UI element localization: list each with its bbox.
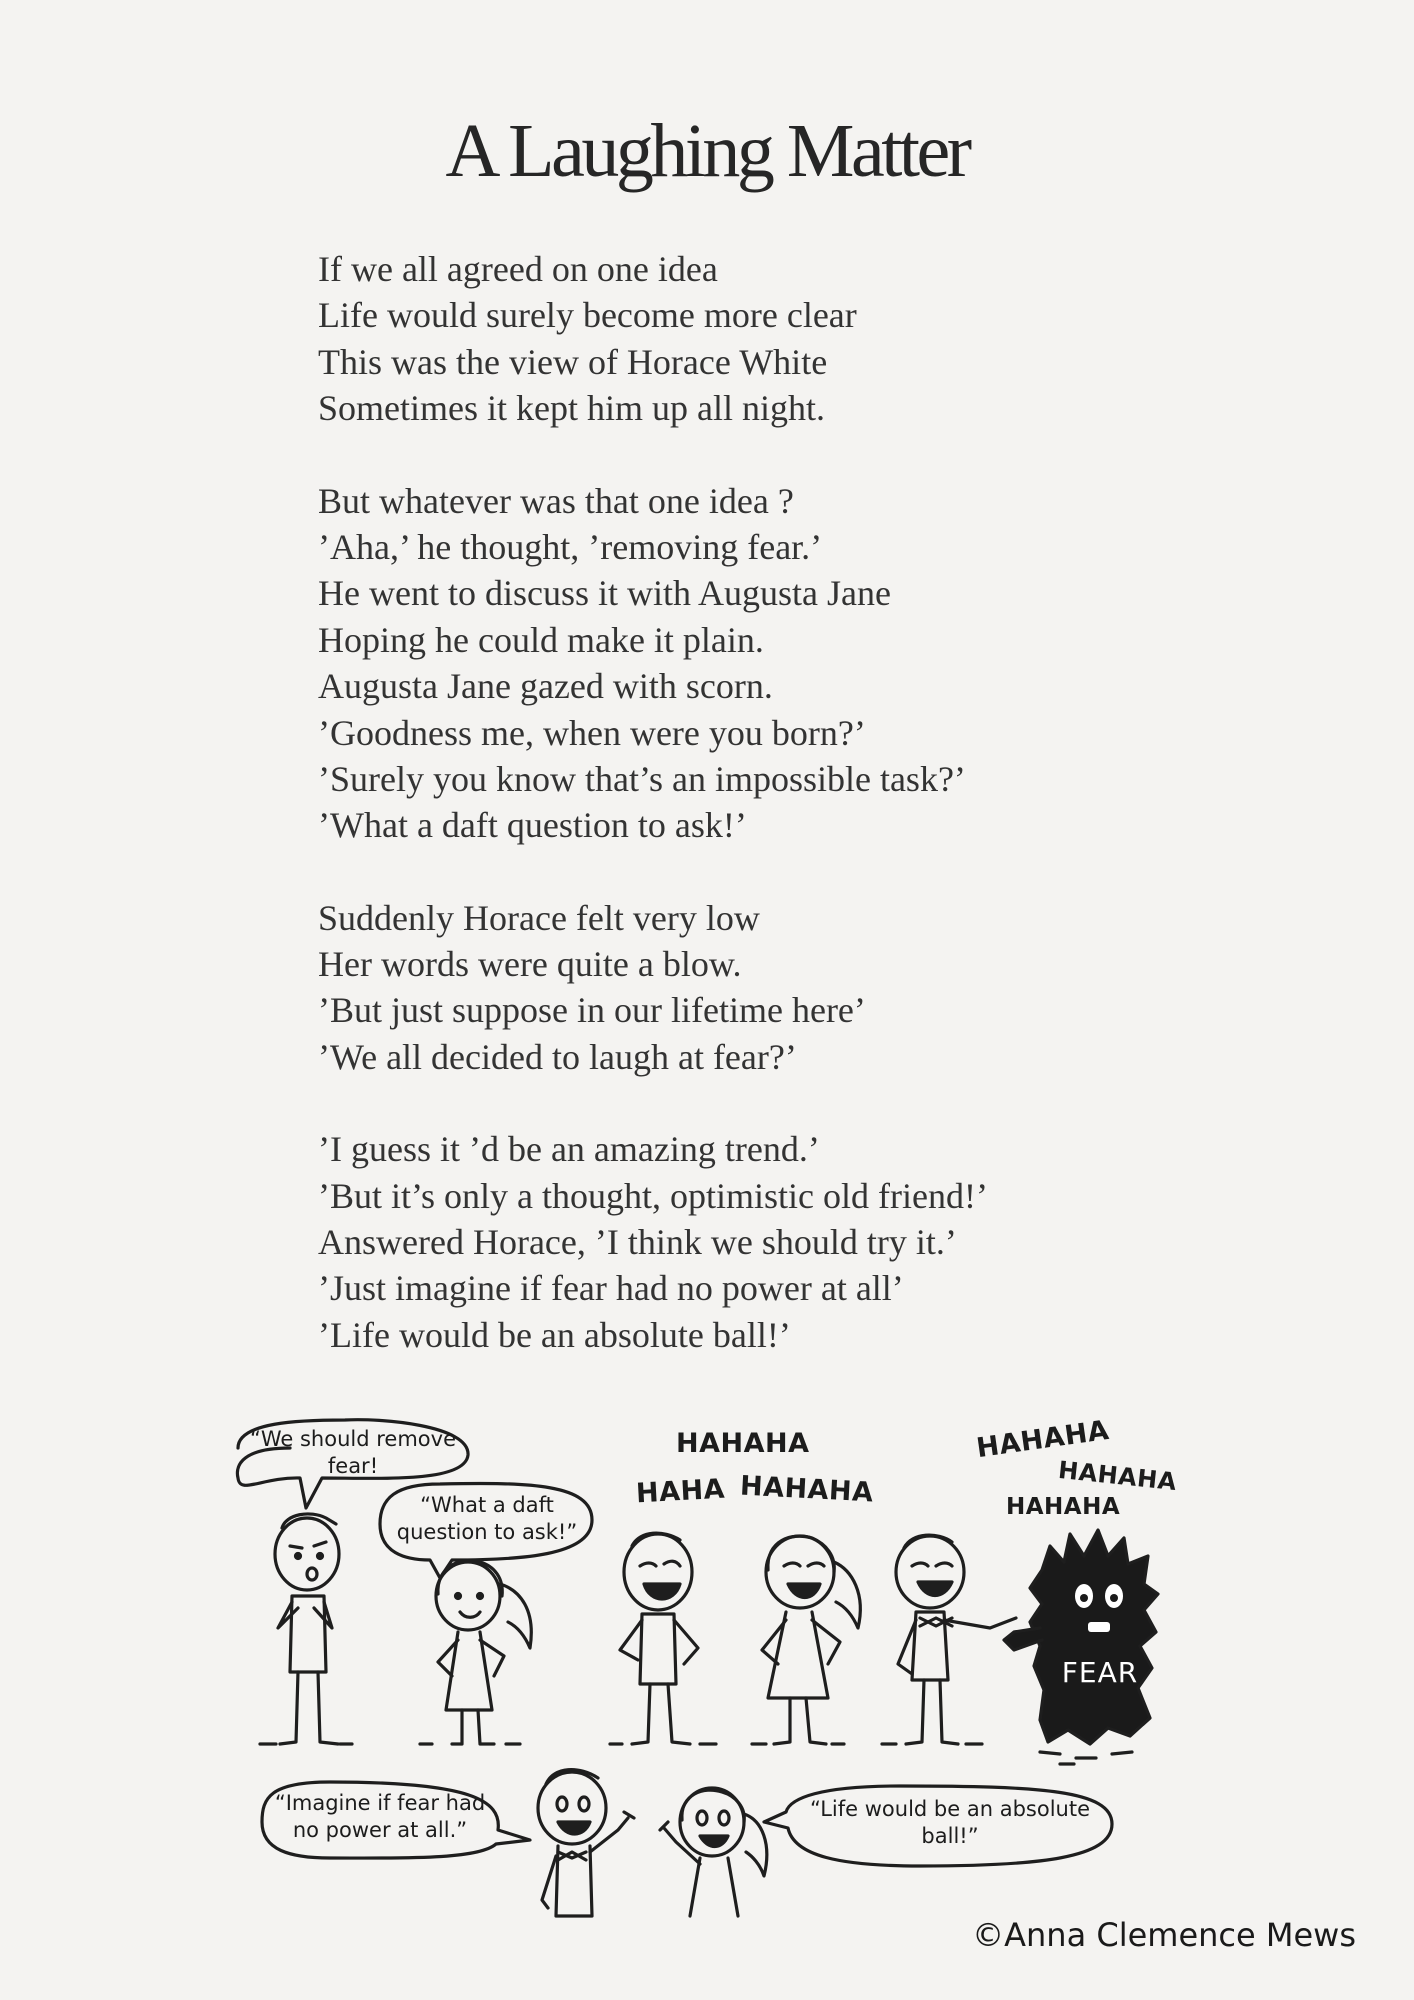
bubble-text-remove-fear	[242, 1426, 464, 1480]
poem-line: ’Aha,’ he thought, ’removing fear.’	[318, 526, 823, 567]
horace-worried	[260, 1514, 352, 1744]
laugh-text: HAHAHA	[1056, 1455, 1179, 1497]
poem-line: ’Goodness me, when were you born?’	[318, 712, 866, 753]
poem-line: Augusta Jane gazed with scorn.	[318, 666, 773, 707]
poem-line: ’Surely you know that’s an impossible task?’	[318, 758, 966, 799]
poem-line: ’But just suppose in our lifetime here’	[318, 990, 866, 1031]
poem-line: ’Life would be an absolute ball!’	[318, 1314, 791, 1355]
bubble-line: ball!”	[921, 1824, 979, 1848]
poem-line: Suddenly Horace felt very low	[318, 897, 760, 938]
bubble-line: fear!	[327, 1454, 379, 1478]
laugh-text: HAHAHA	[676, 1428, 810, 1459]
bubble-text-daft-question	[384, 1492, 590, 1546]
bubble-text-imagine	[264, 1790, 496, 1844]
poem-line: If we all agreed on one idea	[318, 249, 718, 289]
bubble-line: “Imagine if fear had	[274, 1791, 486, 1815]
poem-line: Hoping he could make it plain.	[318, 619, 764, 660]
laugh-text: HAHAHA	[974, 1414, 1111, 1465]
poem-line: Her words were quite a blow.	[318, 944, 742, 985]
poem-line: ’We all decided to laugh at fear?’	[318, 1036, 797, 1077]
augusta-laughing	[752, 1536, 860, 1744]
bubble-line: no power at all.”	[292, 1818, 468, 1842]
bubble-line: question to ask!”	[396, 1520, 578, 1544]
laugh-text: HAHA	[635, 1473, 726, 1510]
bubble-line: “What a daft	[420, 1493, 554, 1517]
poem-line: But whatever was that one idea ?	[318, 480, 794, 521]
laugh-text: HAHAHA	[1006, 1494, 1121, 1520]
poem-line: ’But it’s only a thought, optimistic old friend!’	[318, 1175, 988, 1216]
horace-laughing	[610, 1533, 716, 1744]
copyright-notice: ©Anna Clemence Mews	[972, 1916, 1356, 1954]
poem-line: ’I guess it ’d be an amazing trend.’	[318, 1129, 820, 1170]
augusta-waving	[660, 1788, 767, 1916]
augusta-scorn	[420, 1560, 531, 1744]
poem-line: This was the view of Horace White	[318, 341, 828, 382]
laugh-text: HAHAHA	[739, 1470, 875, 1509]
poem-line: ’Just imagine if fear had no power at all’	[318, 1268, 904, 1309]
fear-monster	[1004, 1530, 1158, 1764]
poem-title: A Laughing Matter	[445, 109, 969, 193]
bubble-line: “Life would be an absolute	[810, 1797, 1090, 1821]
bubble-line: “We should remove	[249, 1427, 456, 1451]
poem-line: Life would surely become more clear	[318, 295, 857, 336]
horace-waving	[538, 1770, 634, 1916]
poem-line: He went to discuss it with Augusta Jane	[318, 573, 891, 614]
poem-line: ’What a daft question to ask!’	[318, 805, 747, 846]
fear-label: FEAR	[1061, 1656, 1139, 1689]
poem-line: Sometimes it kept him up all night.	[318, 388, 825, 429]
horace-pointing	[882, 1535, 1016, 1744]
poem-line: Answered Horace, ’I think we should try it.’	[318, 1222, 957, 1263]
bubble-text-absolute-ball	[790, 1796, 1110, 1850]
